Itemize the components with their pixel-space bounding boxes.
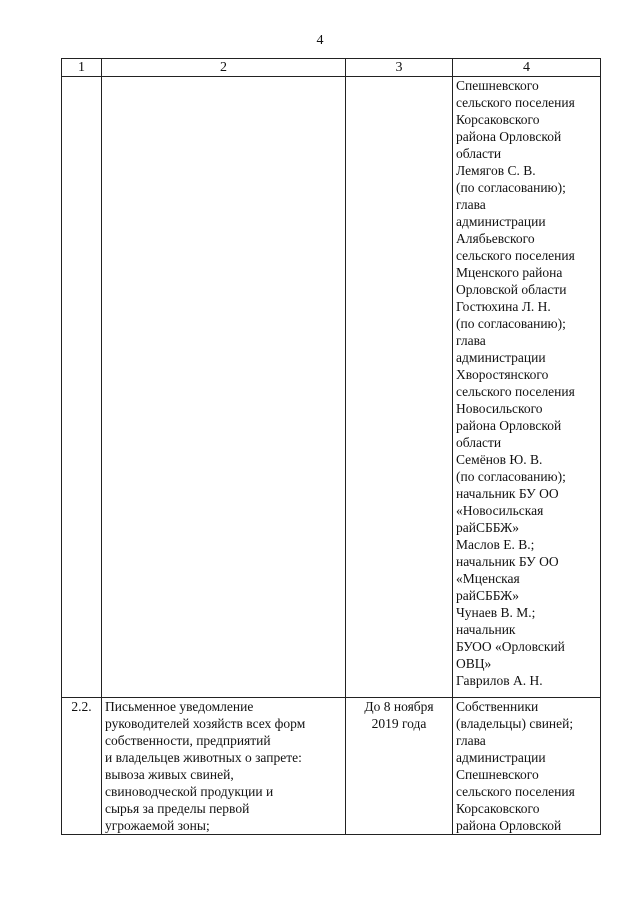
measure-cell: Письменное уведомление руководителей хозяйств всех форм собственности, предприятий и владельцев животных о запрете: вывоза живых свиней, свиноводческой продукции и сырья за пределы первой угрожаемой зоны; [102, 698, 346, 835]
deadline-cell [346, 77, 453, 698]
row-number-cell [62, 77, 102, 698]
column-header-4: 4 [453, 59, 601, 77]
row-number-cell: 2.2. [62, 698, 102, 835]
table-row [62, 77, 601, 698]
table-header-row [62, 59, 601, 77]
measure-cell [102, 77, 346, 698]
column-header-3: 3 [346, 59, 453, 77]
column-header-1: 1 [62, 59, 102, 77]
measures-table [61, 58, 601, 835]
column-header-2: 2 [102, 59, 346, 77]
responsible-cell: Спешневского сельского поселения Корсаковского района Орловской области Лемягов С. В. (по согласованию); глава администрации Алябьевского сельского поселения Мценского района Орловской области Гостюхина Л. Н. (по согласованию); глава администрации Хворостянского сельского поселения Новосильского района Орловской области Семёнов Ю. В. (по согласованию); начальник БУ ОО «Новосильская райСББЖ» Маслов Е. В.; начальник БУ ОО «Мценская райСББЖ» Чунаев В. М.; начальник БУОО «Орловский ОВЦ» Гаврилов А. Н. [453, 77, 601, 698]
table-row [62, 698, 601, 835]
responsible-cell: Собственники (владельцы) свиней; глава администрации Спешневского сельского поселения Корсаковского района Орловской [453, 698, 601, 835]
page-number: 4 [316, 33, 324, 48]
deadline-cell: До 8 ноября 2019 года [346, 698, 453, 835]
